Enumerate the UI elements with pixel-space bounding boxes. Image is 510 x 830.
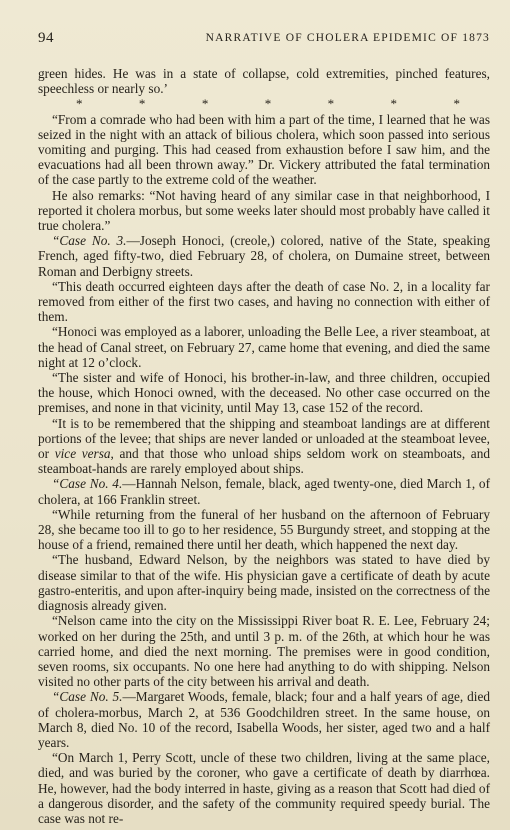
paragraph: “On March 1, Perry Scott, uncle of these two children, living at the same place, died, and was buried by the coroner, who gave a certificate of death by diarrhœa. He, however, had the body interred in haste, giving as a reason that Scott had died of a dangerous disorder, and the safety of the community required speedy burial. The case was not re- bbox=[38, 750, 490, 826]
case-heading: “Case No. 4. bbox=[52, 476, 123, 492]
paragraph-text: “It is to be remembered that the shipping and steamboat landings are at different portions of the levee; that ships are never landed or unloaded at the steamboat levee, or bbox=[38, 415, 490, 462]
case-heading: “Case No. 5. bbox=[52, 689, 123, 705]
case-heading: “Case No. 3. bbox=[52, 233, 127, 249]
case-text: —Hannah Nelson, female, black, aged twenty-one, died March 1, of cholera, at 166 Franklin street. bbox=[38, 476, 491, 507]
italic-phrase: vice versa bbox=[54, 446, 111, 462]
paragraph: “Nelson came into the city on the Mississippi River boat R. E. Lee, February 24; worked on her during the 25th, and until 3 p. m. of the 26th, at which hour he was carried home, and died the next morning. The premises were in good condition, seven rooms, six occupants. No one here had anything to do with shipping. Nelson visited no other parts of the city between his arrival and death. bbox=[38, 613, 490, 690]
case-paragraph bbox=[38, 476, 490, 506]
asterisk: * bbox=[76, 96, 83, 112]
paragraph: green hides. He was in a state of collapse, cold extremities, pinched features, speechless or nearly so.’ bbox=[38, 66, 490, 97]
paragraph: “While returning from the funeral of her husband on the afternoon of February 28, she became too ill to go to her residence, 55 Burgundy street, and stopping at the house of a friend, remained there until her death, which happened the next day. bbox=[38, 506, 490, 553]
case-text: —Margaret Woods, female, black; four and a half years of age, died of cholera-morbus, March 2, at 536 Goodchildren street. In the same house, on March 8, died No. 10 of the record, Isabella Woods, her sister, aged two and a half years. bbox=[38, 689, 491, 750]
asterisk: * bbox=[264, 96, 272, 112]
paragraph: “From a comrade who had been with him a part of the time, I learned that he was seized in the night with an attack of bilious cholera, which soon passed into serious vomiting and purging. This had ceased from exhaustion before I saw him, and the evacuations had all been thrown away.” Dr. Vickery attributed the fatal termination of the case partly to the extreme cold of the weather. bbox=[38, 111, 490, 188]
paragraph: “The sister and wife of Honoci, his brother-in-law, and three children, occupied the house, which Honoci owned, with the deceased. No other case occurred on the premises, and none in that vicinity, until May 13, case 152 of the record. bbox=[38, 370, 490, 416]
paragraph: “Honoci was employed as a laborer, unloading the Belle Lee, a river steamboat, at the head of Canal street, on February 27, came home that evening, and died the same night at 12 o’clock. bbox=[38, 324, 490, 370]
paragraph: “The husband, Edward Nelson, by the neighbors was stated to have died by disease similar to that of the wife. His physician gave a certificate of death by acute gastro-enteritis, and upon after-inquiry being made, insisted on the correctness of the diagnosis already given. bbox=[38, 552, 490, 614]
asterisk: * bbox=[138, 96, 146, 112]
paragraph: “This death occurred eighteen days after the death of case No. 2, in a locality far removed from either of the first two cases, and having no connection with either of them. bbox=[38, 278, 490, 325]
asterisk: * bbox=[327, 96, 335, 112]
asterisk: * bbox=[390, 96, 398, 112]
case-text: —Joseph Honoci, (creole,) colored, native of the State, speaking French, aged fifty-two, died February 28, of cholera, on Dumaine street, between Roman and Derbigny streets. bbox=[38, 233, 490, 279]
paragraph: He also remarks: “Not having heard of any similar case in that neighborhood, I reported it cholera morbus, but some weeks later should most probably have called it true cholera.” bbox=[38, 187, 490, 234]
paragraph-text: , and that those who unload ships seldom work on steamboats, and steamboat-hands are rarely employed about ships. bbox=[38, 446, 490, 477]
asterisk: * bbox=[453, 96, 460, 112]
asterisk: * bbox=[201, 96, 209, 112]
running-head bbox=[38, 30, 490, 52]
page-number: 94 bbox=[38, 30, 54, 46]
case-paragraph bbox=[38, 689, 490, 750]
running-title: NARRATIVE OF CHOLERA EPIDEMIC OF 1873 bbox=[205, 32, 490, 44]
paragraph bbox=[38, 416, 490, 477]
body-text bbox=[38, 66, 490, 826]
section-break-asterisks bbox=[38, 96, 490, 111]
case-paragraph bbox=[38, 233, 490, 279]
